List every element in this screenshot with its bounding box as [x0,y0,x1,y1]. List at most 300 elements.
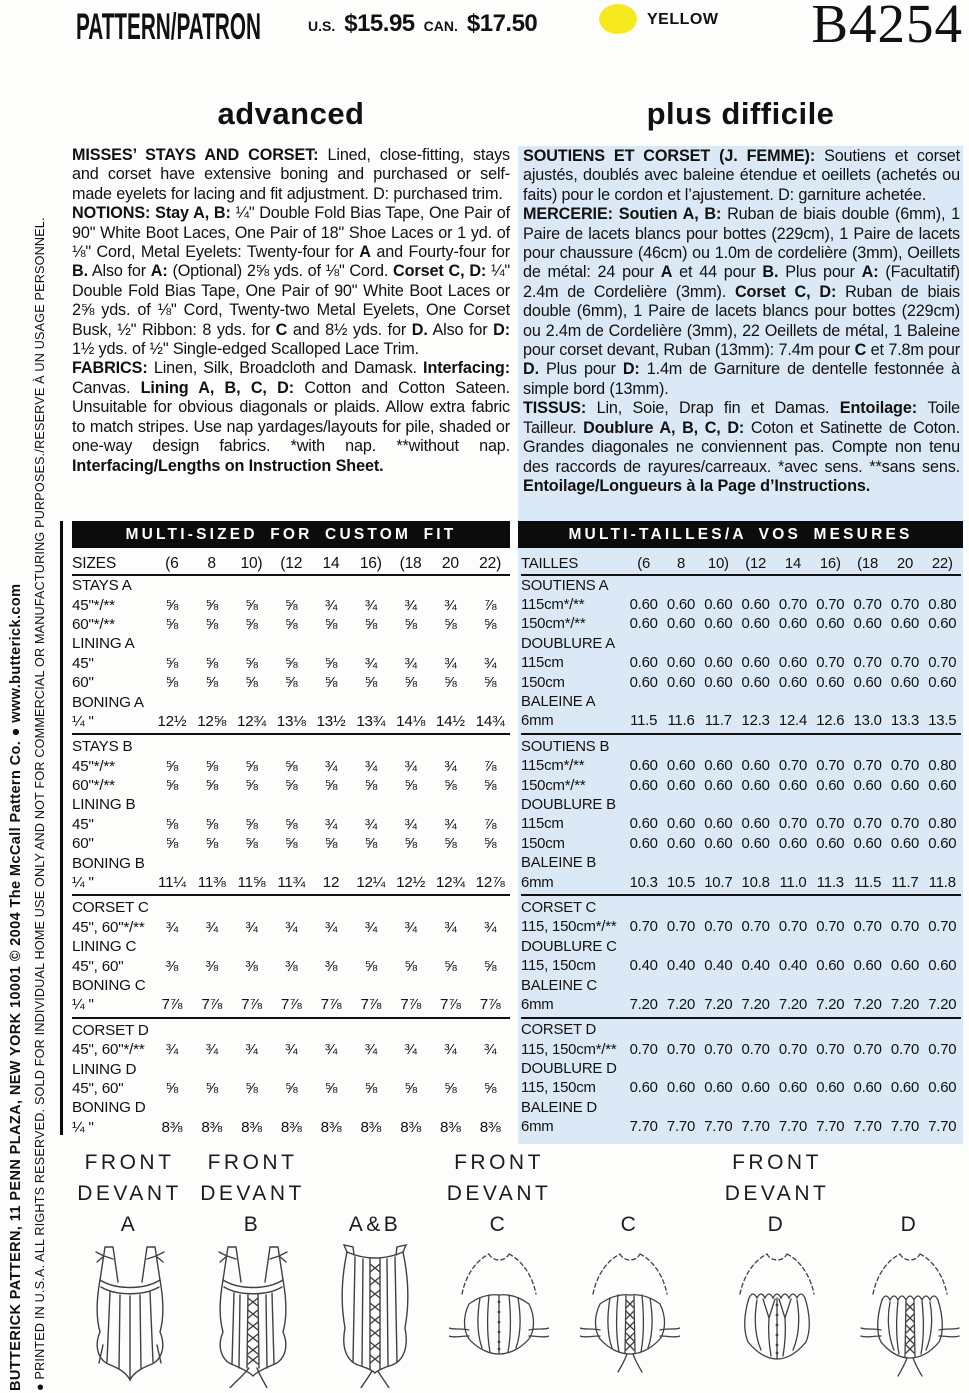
cell-value: ⅝ [165,835,179,853]
stays-ab-back-illustration [325,1242,425,1388]
table-row [521,956,961,975]
table-row [521,976,961,995]
cell-value: ⅝ [165,615,179,633]
cell-value: ⅝ [444,957,457,975]
cell-value: 0.60 [741,597,770,614]
cell-value: 22) [479,554,502,572]
cell-value: ¾ [483,1041,497,1059]
cell-value: 0.60 [816,674,845,691]
cell-value: 0.60 [853,616,882,633]
cell-value: 0.70 [778,1041,808,1058]
cell-value: 0.60 [704,616,733,633]
cell-value: 13.3 [890,713,920,730]
row-label: STAYS B [72,738,133,756]
cell-value: 12⅝ [197,712,227,730]
table-row [521,898,961,917]
row-label: 60" [72,674,94,692]
cell-value: 12.4 [778,713,808,730]
table-row [521,995,961,1014]
cell-value: ⅝ [165,777,179,795]
table-row [72,1040,510,1059]
row-label: 115cm*/** [521,758,585,775]
corset-d-back-illustration [860,1242,960,1388]
cell-value: ⅞ [483,757,497,775]
paragraph: TISSUS: Lin, Soie, Drap fin et Damas. Entoilage: Toile Tailleur. Doublure A, B, C, D: Coton et Satinette de Coton. Grandes diagonales ne conviennent pas. Compte non tenu des raccords de rayures/carreaux. *avec sens. **sans sens. Entoilage/Longueurs à la Page d’Instructions. [523,399,960,495]
cell-value: 0.70 [629,1041,658,1058]
cell-value: 14 [322,554,340,572]
cell-value: 0.60 [741,816,770,833]
row-label: BALEINE A [521,694,596,711]
cell-value: 0.60 [778,616,808,633]
table-row [521,576,961,595]
cell-value: ⅝ [245,654,258,672]
table-row [72,898,510,917]
cell-value: ¾ [444,596,457,614]
row-label: BONING C [72,977,146,994]
cell-value: ⅝ [324,835,338,853]
cell-value: ¾ [483,654,497,672]
figure-label-line: DEVANT [77,1182,182,1205]
figure-label [721,1147,833,1240]
table-row [72,1079,510,1098]
cell-value: 0.60 [666,655,696,672]
table-row [521,1021,961,1040]
cell-value: 14⅛ [396,712,426,730]
row-label: 115cm [521,655,564,672]
cell-value: (12 [745,555,767,572]
row-label: STAYS A [72,577,132,595]
cell-value: 0.70 [853,655,882,672]
cell-value: 7.70 [890,1119,920,1136]
cell-value: 0.60 [928,835,957,852]
table-row [72,1098,510,1117]
cell-value: 8⅜ [241,1118,262,1136]
cell-value: 11⅝ [237,874,266,892]
row-label: LINING C [72,938,137,956]
figure-corset-d-back [857,1147,963,1393]
cell-value: 12½ [396,874,426,892]
row-label: 6mm [521,713,554,730]
cell-value: 11¼ [157,874,186,892]
cell-value: ⅝ [444,777,457,795]
figure-corset-d-front [721,1147,833,1393]
table-row [521,692,961,711]
table-row [521,595,961,614]
table-group [521,894,961,1014]
cell-value: ⅝ [245,596,258,614]
french-description-block [518,146,963,496]
cell-value: ⅝ [245,835,258,853]
figure-corset-c-front [443,1147,555,1393]
cell-value: ¾ [404,757,417,775]
row-label: 150cm*/** [521,777,586,794]
cell-value: ⅝ [444,1079,457,1097]
figure-label-line [322,1147,428,1178]
cell-value: ⅝ [285,815,298,833]
cell-value: 11.5 [630,713,658,730]
cell-value: ¾ [285,1041,298,1059]
cell-value: 0.60 [741,758,770,775]
cell-value: ⅝ [205,596,218,614]
row-label: DOUBLURE C [521,938,617,955]
cell-value: 7.70 [778,1119,808,1136]
row-label: 150cm*/** [521,616,586,633]
figure-label-line: D [900,1213,920,1236]
paragraph: SOUTIENS ET CORSET (J. FEMME): Soutiens et corset ajustés, doublés avec baleine étendue et oeillets (achetés ou faits) pour le cordon et l’ajustement. D: garniture achetée. [523,147,960,204]
row-label: BONING A [72,693,144,711]
cell-value: 0.70 [853,816,882,833]
figure-label [857,1147,963,1240]
cell-value: ⅝ [364,957,378,975]
cell-value: ¾ [364,1041,378,1059]
row-label: LINING B [72,796,136,814]
figure-label-line: FRONT [454,1151,544,1174]
cell-value: 0.80 [928,816,957,833]
cell-value: 0.70 [890,1041,920,1058]
cell-value: 7.20 [853,996,882,1013]
cell-value: 7⅞ [161,996,183,1014]
cell-value: 8⅜ [360,1118,382,1136]
cell-value: 11.5 [854,874,882,891]
row-label: CORSET D [72,1021,149,1039]
figure-label-line: DEVANT [200,1182,305,1205]
cell-value: 13.0 [853,713,882,730]
cell-value: 0.60 [890,674,920,691]
cell-value: 7.20 [778,996,808,1013]
cell-value: ⅝ [245,674,258,692]
cell-value: 8⅜ [400,1118,421,1136]
cell-value: 0.60 [890,777,920,794]
cell-value: 0.60 [666,835,696,852]
cell-value: ⅝ [483,835,497,853]
cell-value: ⅝ [165,815,179,833]
cell-value: ⅝ [165,757,179,775]
cell-value: 12¾ [236,712,266,730]
cell-value: 13¾ [356,712,386,730]
cell-value: ⅝ [285,654,298,672]
table-row [521,757,961,776]
cell-value: ⅝ [404,957,417,975]
row-label: BALEINE C [521,977,597,994]
cell-value: ¾ [404,918,417,936]
cell-value: 0.70 [853,758,882,775]
figure-label-line: D [767,1213,787,1236]
pattern-patron-label: PATTERN/PATRON [76,6,261,47]
french-table-title-bar: MULTI-TAILLES/A VOS MESURES [518,521,963,548]
cell-value: 0.70 [816,816,845,833]
figure-label-line: FRONT [207,1151,298,1174]
table-row [521,815,961,834]
cell-value: 0.60 [816,777,845,794]
cell-value: ¾ [444,815,457,833]
paragraph: NOTIONS: Stay A, B: ¼" Double Fold Bias Tape, One Pair of 90" White Boot Laces, One Pair of 18" Shoe Laces or 1 yd. of ⅛" Cord, Metal Eyelets: Twenty-four for A and Fourty-four for B. Also for A: (Optional) 2⅝ yds. of ⅛" Cord. Corset C, D: ¼" Double Fold Bias Tape, One Pair of 90" White Boot Laces or 2⅝ yds. of ⅛" Cord, Twenty-two Metal Eyelets, One Corset Busk, ½" Ribbon: 8 yds. for C and 8½ yds. for D. Also for D: 1½ yds. of ½" Single-edged Scalloped Lace Trim. [72,204,511,359]
cell-value: 0.70 [666,1041,696,1058]
row-label: DOUBLURE D [521,1061,617,1078]
cell-value: 0.60 [890,616,920,633]
cell-value: 0.60 [666,674,696,691]
cell-value: 8⅜ [479,1118,501,1136]
cell-value: ¾ [364,596,378,614]
cell-value: 0.60 [741,777,770,794]
cell-value: ⅝ [205,654,218,672]
cell-value: 7.70 [741,1119,770,1136]
row-label: 115cm*/** [521,597,585,614]
cell-value: 0.70 [928,919,957,936]
table-left-rule [60,521,63,1135]
cell-value: 11⅜ [197,874,226,892]
cell-value: 7.20 [666,996,696,1013]
cell-value: 0.70 [778,597,808,614]
row-label: 6mm [521,1119,554,1136]
cell-value: 0.40 [629,958,658,975]
cell-value: ⅝ [364,615,378,633]
corset-d-front-illustration [727,1242,827,1388]
cell-value: ¾ [444,757,457,775]
row-label: ¼ " [72,1118,94,1136]
row-label: 115, 150cm [521,958,596,975]
cell-value: 0.60 [666,777,696,794]
cell-value: 0.60 [853,1080,882,1097]
stays-b-front-illustration [203,1242,303,1388]
table-row [521,654,961,673]
cell-value: 0.70 [629,919,658,936]
cell-value: 0.60 [704,674,733,691]
cell-value: ¾ [324,815,338,833]
cell-value: 0.70 [778,758,808,775]
cell-value: 7⅞ [241,996,262,1014]
row-label: CORSET C [521,899,597,916]
table-row [72,615,510,634]
cell-value: 0.60 [928,958,957,975]
cell-value: 0.40 [704,958,733,975]
cell-value: ⅝ [324,615,338,633]
row-label: 6mm [521,874,554,891]
cell-value: ⅝ [285,757,298,775]
cell-value: (12 [280,554,303,572]
stays-a-front-illustration [80,1242,180,1388]
row-label: 45" [72,815,94,833]
cell-value: ⅜ [285,957,298,975]
price-can-label: CAN. [423,18,458,34]
cell-value: ¾ [285,918,298,936]
cell-value: ¾ [245,1041,258,1059]
row-label: 6mm [521,996,554,1013]
cell-value: 0.70 [890,655,920,672]
cell-value: ⅝ [165,596,179,614]
table-row [72,834,510,853]
price-us-amount: $15.95 [344,10,415,37]
row-label: 150cm [521,835,565,852]
cell-value: 11.3 [816,874,844,891]
table-row [72,976,510,995]
cell-value: 7⅞ [320,996,342,1014]
figure-stays-b [195,1147,310,1393]
cell-value: 7⅞ [440,996,461,1014]
cell-value: 7.70 [928,1119,957,1136]
cell-value: 0.60 [704,816,733,833]
cell-value: 7.20 [629,996,658,1013]
cell-value: ⅝ [205,835,218,853]
cell-value: 0.70 [816,1041,845,1058]
cell-value: 0.60 [928,616,957,633]
cell-value: ⅝ [285,596,298,614]
table-row [521,795,961,814]
cell-value: ¾ [165,918,179,936]
cell-value: 0.70 [816,919,845,936]
figure-label-line [322,1178,428,1209]
cell-value: ⅝ [245,777,258,795]
cell-value: ¾ [404,596,417,614]
sidebar-publisher-address: BUTTERICK PATTERN, 11 PENN PLAZA, NEW YORK 10001 © 2004 The McCall Pattern Co. ● www.butterick.com [8,583,24,1391]
pattern-number: B4254 [811,0,963,54]
table-row [72,634,510,653]
cell-value: 0.60 [629,655,658,672]
cell-value: ¾ [364,918,378,936]
cell-value: 8⅜ [201,1118,223,1136]
cell-value: 12½ [157,712,187,730]
cell-value: ¾ [364,815,378,833]
cell-value: 7⅞ [479,996,501,1014]
cell-value: ⅝ [324,654,338,672]
cell-value: 0.60 [778,777,808,794]
cell-value: 8⅜ [320,1118,342,1136]
cell-value: 0.60 [629,616,658,633]
row-label: TAILLES [521,555,579,572]
table-row [72,937,510,956]
row-label: 45", 60" [72,957,124,975]
cell-value: 0.70 [890,816,920,833]
row-label: 45" [72,654,94,672]
cell-value: ⅞ [483,596,497,614]
cell-value: ¾ [404,1041,417,1059]
cell-value: ⅝ [404,615,417,633]
cell-value: ¾ [404,815,417,833]
cell-value: ⅝ [245,815,258,833]
cell-value: 10.7 [704,874,733,891]
cell-value: 0.60 [778,1080,808,1097]
cell-value: ⅝ [404,674,417,692]
table-row [521,634,961,653]
table-row [521,873,961,892]
cell-value: 0.60 [704,597,733,614]
paragraph: FABRICS: Linen, Silk, Broadcloth and Damask. Interfacing: Canvas. Lining A, B, C, D: Cotton and Cotton Sateen. Unsuitable for obvious diagonals or plaids. Allow extra fabric to match stripes. Use nap yardages/layouts for pile, shaded or one-way design fabrics. *with nap. **without nap. Interfacing/Lengths on Instruction Sheet. [72,359,510,475]
cell-value: 20 [441,554,459,572]
cell-value: 0.70 [853,597,882,614]
row-label: DOUBLURE A [521,635,615,652]
row-label: CORSET C [72,899,149,917]
row-label: 115, 150cm*/** [521,919,617,936]
cell-value: 7.70 [704,1119,733,1136]
cell-value: 0.60 [629,1080,658,1097]
row-label: BONING B [72,854,145,872]
cell-value: 7⅞ [400,996,421,1014]
cell-value: 0.70 [666,919,696,936]
cell-value: ⅝ [444,615,457,633]
cell-value: ⅝ [404,777,417,795]
cell-value: 22) [931,555,953,572]
figure-label-line: FRONT [84,1151,175,1174]
row-label: 60"*/** [72,777,115,795]
corset-c-back-illustration [580,1242,680,1388]
cell-value: (6 [637,555,651,572]
cell-value: (6 [165,554,179,572]
cell-value: ⅝ [483,957,497,975]
cell-value: 0.40 [741,958,770,975]
cell-value: ⅝ [285,1079,298,1097]
cell-value: (18 [857,555,879,572]
figure-label-line: DEVANT [446,1182,552,1205]
cell-value: 0.70 [928,655,957,672]
cell-value: ⅝ [285,777,298,795]
cell-value: ⅝ [165,674,179,692]
cell-value: 0.40 [666,958,696,975]
cell-value: ¾ [324,757,338,775]
cell-value: 12¾ [435,874,465,892]
cell-value: ¾ [245,918,258,936]
cell-value: 0.70 [890,758,920,775]
cell-value: ⅝ [165,1079,179,1097]
cell-value: 0.80 [928,597,957,614]
cell-value: 0.70 [704,919,733,936]
cell-value: 0.60 [853,958,882,975]
cell-value: 0.60 [816,958,845,975]
cell-value: 0.70 [778,919,808,936]
table-group [521,733,961,892]
cell-value: 11¾ [277,874,306,892]
table-row [72,757,510,776]
cell-value: 7⅞ [360,996,382,1014]
cell-value: 8⅜ [440,1118,461,1136]
cell-value: 7.70 [853,1119,882,1136]
table-row [521,776,961,795]
cell-value: ⅝ [364,777,378,795]
table-row [521,553,961,576]
figure-label [576,1147,684,1240]
cell-value: 8 [676,555,686,572]
figure-label [322,1147,428,1240]
cell-value: ⅜ [245,957,258,975]
cell-value: 0.60 [629,816,658,833]
english-table-title-bar: MULTI-SIZED FOR CUSTOM FIT [72,521,510,548]
table-row [72,795,510,814]
table-row [72,692,510,711]
row-label: 45"*/** [72,757,115,775]
cell-value: 8⅜ [280,1118,302,1136]
figure-label-line: B [243,1213,262,1236]
price-block [308,10,537,38]
row-label: 60" [72,835,94,853]
corset-c-front-illustration [449,1242,549,1388]
figure-label [195,1147,310,1240]
table-row [72,853,510,872]
cell-value: 0.60 [928,1080,957,1097]
cell-value: 0.60 [704,655,733,672]
cell-value: 0.60 [853,777,882,794]
row-label: SOUTIENS B [521,738,610,755]
cell-value: 0.60 [928,777,957,794]
cell-value: (18 [399,554,422,572]
table-row [521,1059,961,1078]
row-label: ¼ " [72,996,94,1014]
row-label: BALEINE D [521,1099,597,1116]
cell-value: 11.7 [704,713,732,730]
row-label: 45"*/** [72,596,115,614]
cell-value: ¾ [165,1041,179,1059]
cell-value: 0.60 [928,674,957,691]
row-label: 115cm [521,816,564,833]
cell-value: 10.5 [666,874,696,891]
row-label: 115, 150cm*/** [521,1041,617,1058]
